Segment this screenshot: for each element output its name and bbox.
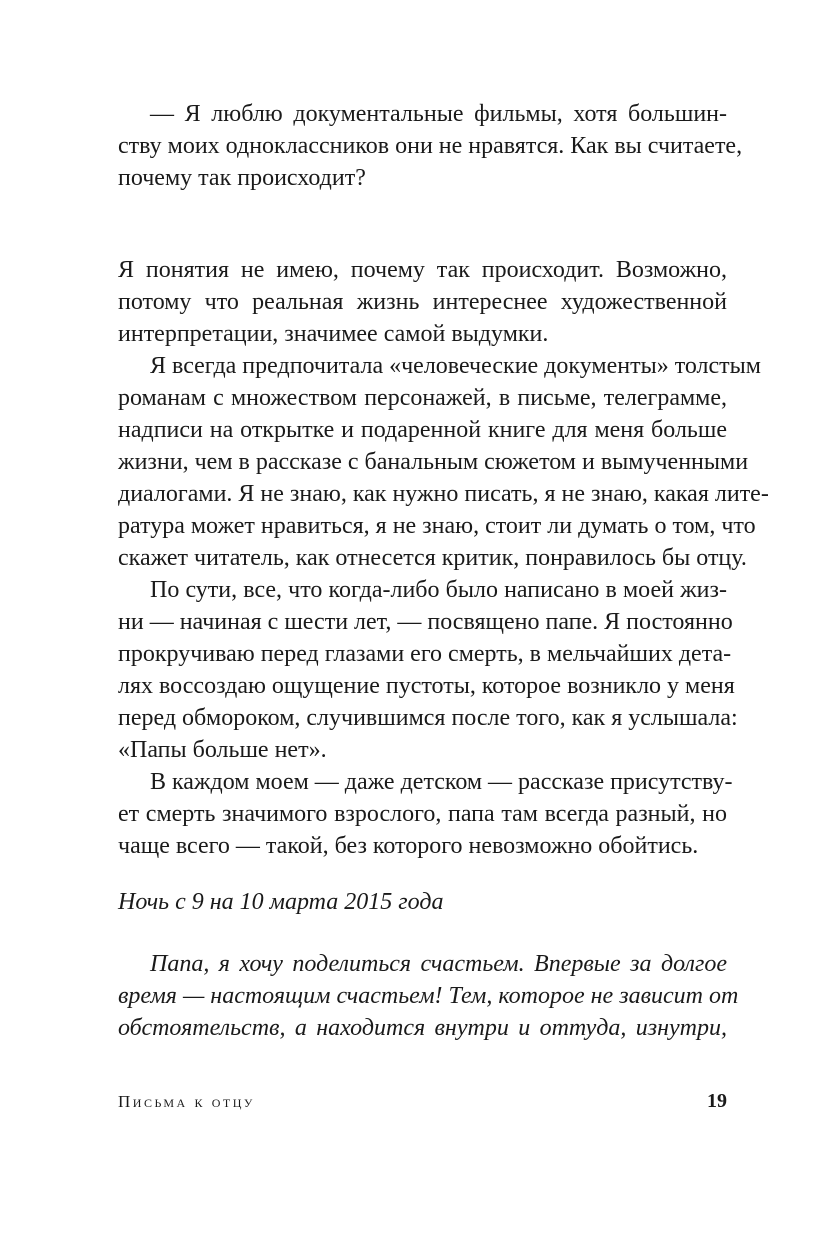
answer-line-4: Я всегда предпочитала «человеческие документы» толстым bbox=[150, 353, 761, 379]
answer-line-2: потому что реальная жизнь интереснее художественной bbox=[118, 289, 727, 315]
answer-line-16: «Папы больше нет». bbox=[118, 737, 327, 763]
letter-date-heading: Ночь с 9 на 10 марта 2015 года bbox=[118, 889, 444, 915]
answer-line-17: В каждом моем — даже детском — рассказе присутству- bbox=[150, 769, 733, 795]
answer-line-9: ратура может нравиться, я не знаю, стоит ли думать о том, что bbox=[118, 513, 756, 539]
letter-line-1: Папа, я хочу поделиться счастьем. Впервые за долгое bbox=[150, 951, 727, 977]
letter-line-3: обстоятельств, а находится внутри и оттуда, изнутри, bbox=[118, 1015, 727, 1041]
answer-line-19: чаще всего — такой, без которого невозможно обойтись. bbox=[118, 833, 699, 859]
answer-line-7: жизни, чем в рассказе с банальным сюжетом и вымученными bbox=[118, 449, 749, 475]
answer-line-13: прокручиваю перед глазами его смерть, в мельчайших дета- bbox=[118, 641, 732, 667]
question-line-3: почему так происходит? bbox=[118, 165, 366, 191]
question-line-2: ству моих одноклассников они не нравятся. Как вы считаете, bbox=[118, 133, 743, 159]
answer-line-8: диалогами. Я не знаю, как нужно писать, я не знаю, какая лите- bbox=[118, 481, 769, 507]
answer-line-1: Я понятия не имею, почему так происходит. Возможно, bbox=[118, 257, 727, 283]
answer-line-11: По сути, все, что когда-либо было написано в моей жиз- bbox=[150, 577, 727, 603]
question-line-1: — Я люблю документальные фильмы, хотя большин- bbox=[150, 101, 727, 127]
running-footer-title: Письма к отцу bbox=[118, 1092, 255, 1111]
answer-line-6: надписи на открытке и подаренной книге для меня больше bbox=[118, 417, 727, 443]
letter-line-2: время — настоящим счастьем! Тем, которое не зависит от bbox=[118, 983, 739, 1009]
page-number: 19 bbox=[707, 1090, 727, 1112]
answer-line-14: лях воссоздаю ощущение пустоты, которое возникло у меня bbox=[118, 673, 735, 699]
answer-line-10: скажет читатель, как отнесется критик, понравилось бы отцу. bbox=[118, 545, 747, 571]
answer-line-12: ни — начиная с шести лет, — посвящено папе. Я постоянно bbox=[118, 609, 733, 635]
answer-line-18: ет смерть значимого взрослого, папа там всегда разный, но bbox=[118, 801, 727, 827]
answer-line-3: интерпретации, значимее самой выдумки. bbox=[118, 321, 549, 347]
answer-line-15: перед обмороком, случившимся после того, как я услышала: bbox=[118, 705, 738, 731]
answer-line-5: романам с множеством персонажей, в письме, телеграмме, bbox=[118, 385, 727, 411]
